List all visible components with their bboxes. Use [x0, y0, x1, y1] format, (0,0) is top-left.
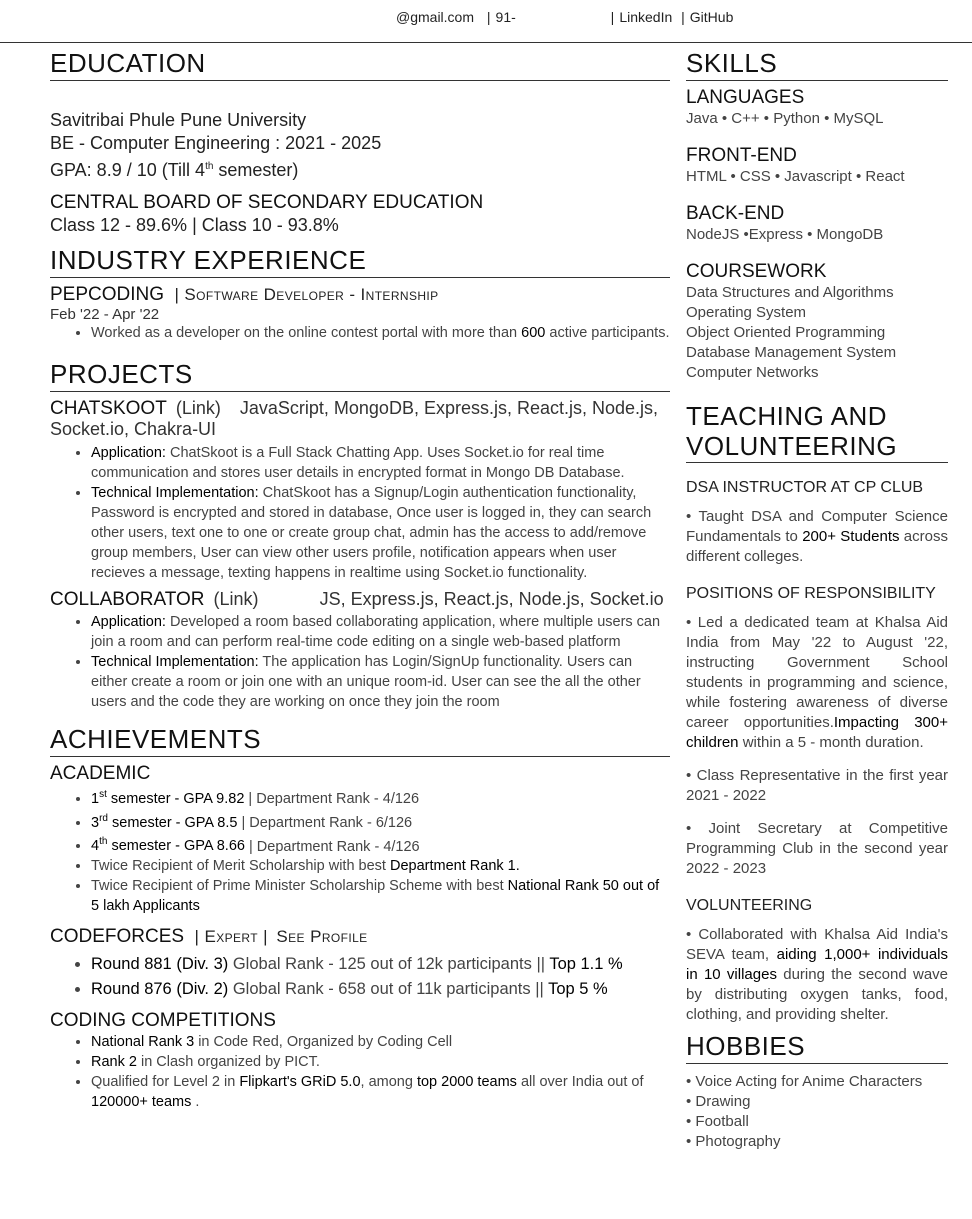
academic-list: [50, 785, 670, 916]
coding-competitions-title: CODING COMPETITIONS: [50, 1010, 276, 1032]
volunteering-title: VOLUNTEERING: [686, 897, 813, 914]
achievements-title: ACHIEVEMENTS: [50, 724, 670, 757]
university: Savitribai Phule Pune University: [50, 110, 307, 130]
linkedin-link[interactable]: LinkedIn: [619, 9, 673, 25]
coursework-title: COURSEWORK: [686, 261, 827, 282]
list-item: • Worked as a developer on the online contest portal with more than 600 active participants.: [91, 323, 670, 343]
frontend-list: HTML • CSS • Javascript • React: [686, 168, 905, 185]
project-list: [50, 612, 670, 712]
course-item: Database Management System: [686, 344, 897, 361]
list-item: • 1st semester - GPA 9.82 | Department Rank - 4/126: [91, 785, 670, 809]
dsa-text: • Taught DSA and Computer Science Fundamentals to 200+ Students across different colleges.: [686, 508, 948, 565]
project-link[interactable]: (Link): [213, 589, 259, 609]
project-name: COLLABORATOR: [50, 589, 205, 610]
list-item: • Round 881 (Div. 3) Global Rank - 125 out of 12k participants || Top 1.1 %: [91, 952, 670, 977]
codeforces-rating: | Expert |: [194, 927, 268, 947]
github-link[interactable]: GitHub: [689, 9, 734, 25]
hobbies-list: [686, 1072, 948, 1152]
list-item: • Twice Recipient of Prime Minister Scholarship Scheme with best National Rank 50 out of 5 lakh Applicants: [91, 876, 670, 916]
projects-title: PROJECTS: [50, 359, 670, 392]
list-item: • 4th semester - GPA 8.66 | Department Rank - 4/126: [91, 833, 670, 857]
project-heading: [50, 589, 670, 610]
contact-line: [396, 9, 733, 25]
experience-dates: Feb '22 - Apr '22: [50, 306, 160, 323]
competitions-list: [50, 1032, 670, 1112]
list-item: • Twice Recipient of Merit Scholarship with best Department Rank 1.: [91, 856, 670, 876]
board-title: CENTRAL BOARD OF SECONDARY EDUCATION: [50, 192, 484, 213]
list-item: • Qualified for Level 2 in Flipkart's GRiD 5.0, among top 2000 teams all over India out of 120000+ teams .: [91, 1072, 670, 1112]
languages-title: LANGUAGES: [686, 87, 805, 108]
education-title: EDUCATION: [50, 48, 670, 81]
codeforces-title: CODEFORCES: [50, 926, 185, 948]
left-column: [50, 48, 670, 1112]
project-list: [50, 443, 670, 583]
por-text-1: • Led a dedicated team at Khalsa Aid India from May '22 to August '22, instructing Government School students in programming and science, while fostering awareness of diverse career opportunities.Impacting 300+ children within a 5 - month duration.: [686, 614, 948, 751]
list-item: • Round 876 (Div. 2) Global Rank - 658 out of 11k participants || Top 5 %: [91, 977, 670, 1002]
board-scores: Class 12 - 89.6% | Class 10 - 93.8%: [50, 215, 339, 235]
list-item: • 3rd semester - GPA 8.5 | Department Rank - 6/126: [91, 809, 670, 833]
degree: BE - Computer Engineering : 2021 - 2025: [50, 133, 382, 153]
list-item: • Technical Implementation: The application has Login/SignUp functionality. Users can either create a room or join one with an unique room-id. User can see the all the other users and the code they are working on once they join the room: [91, 652, 670, 712]
contact-bar: [0, 0, 972, 43]
course-item: Object Oriented Programming: [686, 324, 886, 341]
list-item: • National Rank 3 in Code Red, Organized by Coding Cell: [91, 1032, 670, 1052]
separator: |: [681, 9, 685, 25]
project-stack: JS, Express.js, React.js, Node.js, Socket.io: [319, 589, 664, 609]
list-item: • Application: Developed a room based collaborating application, where multiple users can join a room and can perform real-time code editing on a single web-based platform: [91, 612, 670, 652]
teaching-title: TEACHING AND VOLUNTEERING: [686, 401, 948, 463]
languages-list: Java • C++ • Python • MySQL: [686, 110, 884, 127]
por-text-3: • Joint Secretary at Competitive Programming Club in the second year 2022 - 2023: [686, 820, 948, 877]
course-item: Operating System: [686, 304, 807, 321]
backend-list: NodeJS •Express • MongoDB: [686, 226, 884, 243]
academic-title: ACADEMIC: [50, 763, 151, 784]
role: | Software Developer - Internship: [174, 285, 439, 304]
hobby-item: • Photography: [686, 1133, 781, 1150]
experience-heading: [50, 284, 670, 306]
dsa-title: DSA INSTRUCTOR AT CP CLUB: [686, 479, 924, 496]
list-item: • Technical Implementation: ChatSkoot has a Signup/Login authentication functionality, Password is encrypted and stored in database, Once user is logged in, they can search other users, text one to one or create group chat, admin has the access to add/remove group members, User can view other users profile, notification appears when user recieves a message, texting happens in realtime using Socket.io functionality.: [91, 483, 670, 583]
frontend-title: FRONT-END: [686, 145, 797, 166]
gpa: GPA: 8.9 / 10 (Till 4th semester): [50, 160, 299, 180]
project-heading: [50, 398, 670, 440]
email[interactable]: @gmail.com: [396, 9, 475, 25]
codeforces-list: [50, 952, 670, 1002]
codeforces-heading: [50, 926, 670, 948]
course-item: Computer Networks: [686, 364, 819, 381]
hobby-item: • Voice Acting for Anime Characters: [686, 1073, 923, 1090]
separator: |: [610, 9, 615, 25]
course-item: Data Structures and Algorithms: [686, 284, 894, 301]
experience-list: [50, 323, 670, 343]
backend-title: BACK-END: [686, 203, 785, 224]
separator: |: [486, 9, 491, 25]
por-text-2: • Class Representative in the first year 2021 - 2022: [686, 767, 948, 804]
phone[interactable]: 91-: [495, 9, 516, 25]
codeforces-profile-link[interactable]: See Profile: [276, 927, 368, 947]
project-name: CHATSKOOT: [50, 398, 167, 419]
project-stack: JavaScript, MongoDB, Express.js, React.js, Node.js, Socket.io, Chakra-UI: [50, 398, 659, 439]
hobbies-title: HOBBIES: [686, 1031, 948, 1064]
experience-title: INDUSTRY EXPERIENCE: [50, 245, 670, 278]
hobby-item: • Football: [686, 1113, 749, 1130]
right-column: [686, 48, 948, 1152]
skills-title: SKILLS: [686, 48, 948, 81]
list-item: • Rank 2 in Clash organized by PICT.: [91, 1052, 670, 1072]
list-item: • Application: ChatSkoot is a Full Stack Chatting App. Uses Socket.io for real time communication and stores user details in encrypted format in Mongo DB Database.: [91, 443, 670, 483]
por-title: POSITIONS OF RESPONSIBILITY: [686, 585, 936, 602]
volunteering-text: • Collaborated with Khalsa Aid India's SEVA team, aiding 1,000+ individuals in 10 villages during the second wave by distributing oxygen tanks, food, clothing, and providing shelter.: [686, 926, 949, 1023]
hobby-item: • Drawing: [686, 1093, 751, 1110]
project-link[interactable]: (Link): [175, 398, 221, 418]
company-name: PEPCODING: [50, 284, 165, 305]
